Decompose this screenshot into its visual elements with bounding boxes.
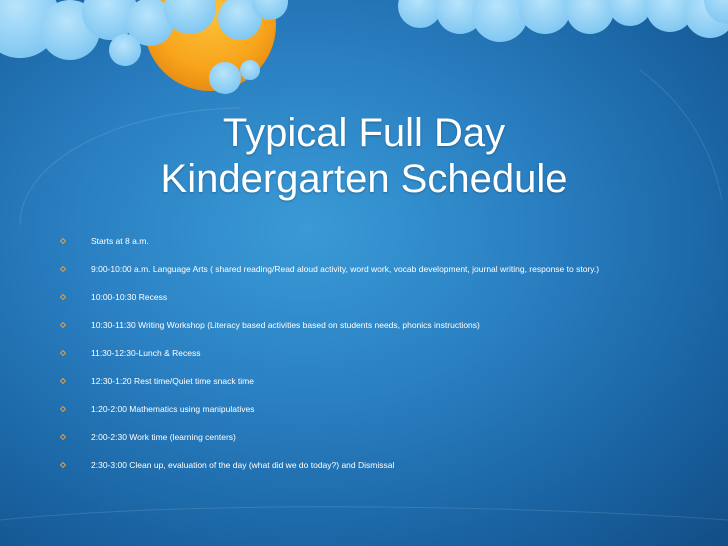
cloud-icon <box>398 0 728 42</box>
title-line-2: Kindergarten Schedule <box>160 157 568 201</box>
diamond-outline-icon <box>60 266 66 272</box>
diamond-outline-icon <box>60 434 66 440</box>
list-item <box>60 430 710 458</box>
schedule-list <box>60 234 710 486</box>
diamond-outline-icon <box>60 238 66 244</box>
slide-title <box>100 110 628 202</box>
diamond-outline-icon <box>60 322 66 328</box>
list-item <box>60 318 710 346</box>
diamond-outline-icon <box>60 350 66 356</box>
list-item-text: 9:00-10:00 a.m. Language Arts ( shared reading/Read aloud activity, word work, vocab development, journal writing, response to story.) <box>91 264 600 274</box>
list-item-text: 10:00-10:30 Recess <box>91 292 168 302</box>
diamond-outline-icon <box>60 406 66 412</box>
diamond-outline-icon <box>60 294 66 300</box>
list-item-text: 12:30-1:20 Rest time/Quiet time snack time <box>91 376 254 386</box>
list-item-text: 10:30-11:30 Writing Workshop (Literacy based activities based on students needs, phonics instructions) <box>91 320 480 330</box>
list-item <box>60 402 710 430</box>
list-item <box>60 290 710 318</box>
list-item-text: 11:30-12:30-Lunch & Recess <box>91 348 201 358</box>
list-item-text: 2:30-3:00 Clean up, evaluation of the day (what did we do today?) and Dismissal <box>91 460 395 470</box>
diamond-outline-icon <box>60 462 66 468</box>
list-item <box>60 262 710 290</box>
list-item <box>60 458 710 486</box>
list-item <box>60 346 710 374</box>
title-line-1: Typical Full Day <box>222 111 506 155</box>
diamond-outline-icon <box>60 378 66 384</box>
list-item-text: 2:00-2:30 Work time (learning centers) <box>91 432 236 442</box>
list-item <box>60 374 710 402</box>
list-item <box>60 234 710 262</box>
list-item-text: 1:20-2:00 Mathematics using manipulatives <box>91 404 255 414</box>
list-item-text: Starts at 8 a.m. <box>91 236 149 246</box>
